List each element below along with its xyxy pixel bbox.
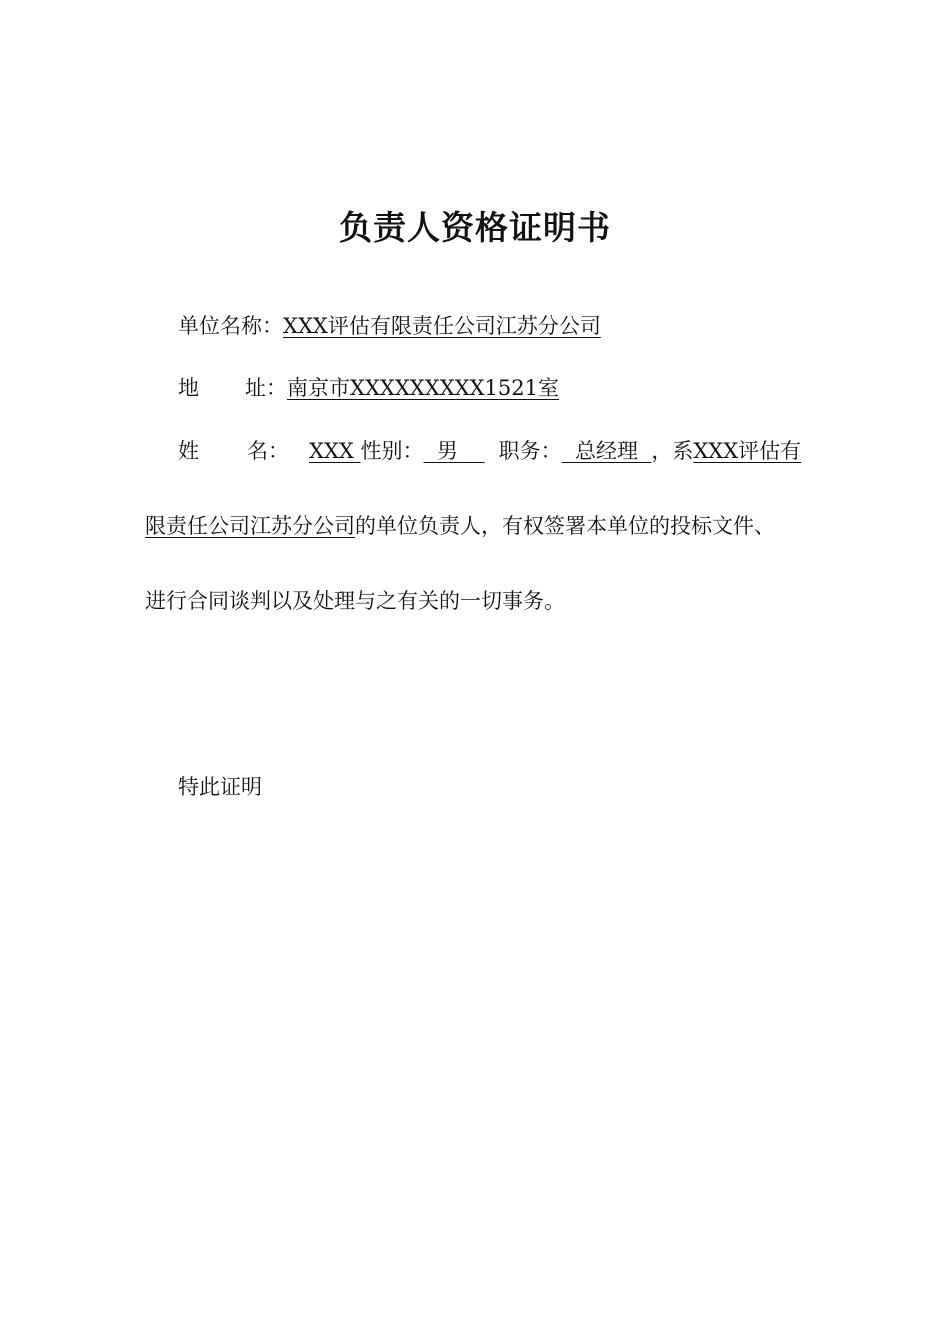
statement-line-1	[145, 512, 775, 540]
document-title: 负责人资格证明书	[339, 208, 611, 247]
address-value: 南京市XXXXXXXXX1521室	[287, 376, 559, 400]
gender-label: 性别：	[360, 439, 424, 463]
person-line	[178, 437, 801, 465]
address-label-second: 址：	[245, 376, 287, 400]
comma: ，	[651, 439, 673, 463]
company-name-part2: 限责任公司江苏分公司	[145, 514, 355, 538]
closing-text: 特此证明	[178, 775, 262, 799]
statement-text-1: 的单位负责人，有权签署本单位的投标文件、	[355, 514, 775, 538]
position-value: 总经理	[574, 439, 638, 463]
address-label-first: 地	[178, 376, 199, 400]
unit-name-value: XXX评估有限责任公司江苏分公司	[283, 314, 601, 338]
unit-name-label: 单位名称：	[178, 314, 283, 338]
name-label-first: 姓	[178, 439, 199, 463]
gender-value: 男	[436, 439, 458, 463]
position-label: 职务：	[498, 439, 562, 463]
statement-text-2: 进行合同谈判以及处理与之有关的一切事务。	[145, 589, 565, 613]
company-name-part1: XXX评估有	[693, 439, 802, 463]
unit-name-line	[178, 312, 601, 340]
name-label-second: 名：	[247, 439, 289, 463]
xi-text: 系	[672, 439, 694, 463]
name-value: XXX	[309, 439, 354, 463]
address-line	[178, 374, 559, 402]
statement-line-2	[145, 587, 565, 615]
